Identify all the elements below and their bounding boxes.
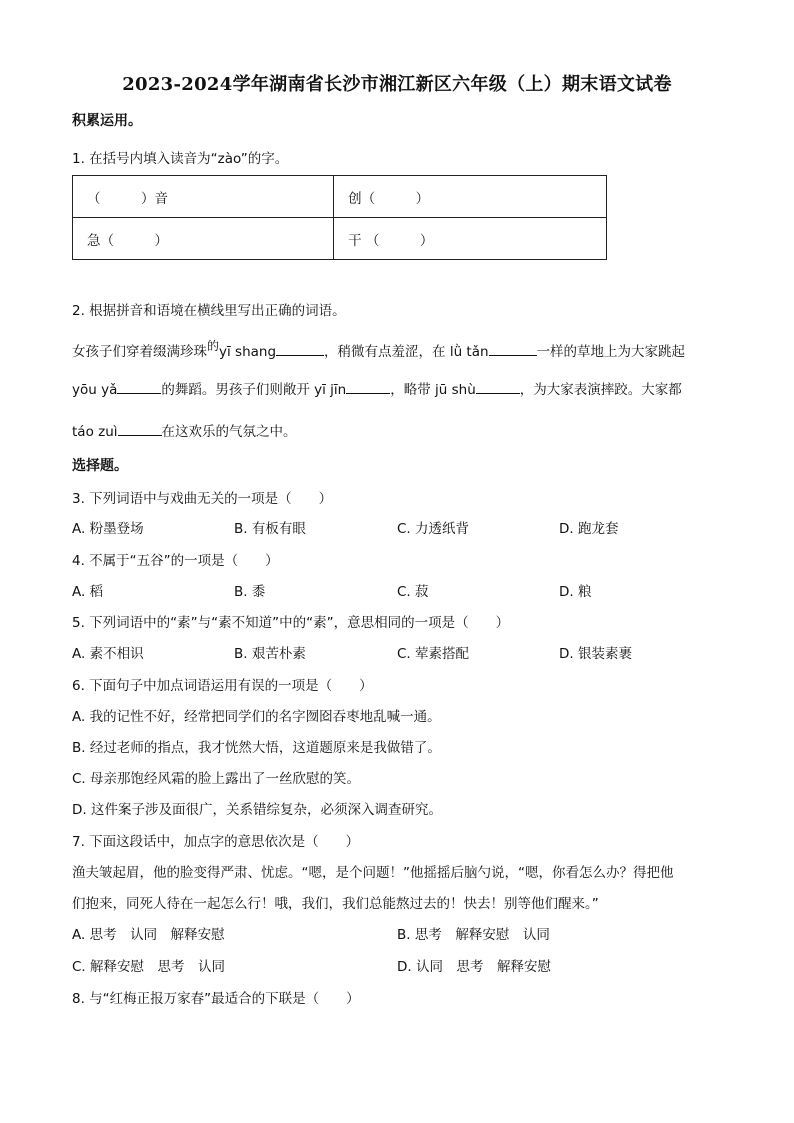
option-a[interactable]: A. 思考 认同 解释安慰 bbox=[72, 927, 225, 943]
option-d[interactable]: D. 跑龙套 bbox=[559, 521, 619, 537]
question-3-options bbox=[72, 517, 732, 537]
option-d[interactable]: D. 银装素裹 bbox=[559, 646, 632, 662]
question-5-options bbox=[72, 642, 732, 662]
option-c[interactable]: C. 荤素搭配 bbox=[397, 646, 470, 662]
question-2-line-1 bbox=[72, 337, 685, 360]
question-7-passage: 们抱来，同死人待在一起怎么行！哦，我们，我们总能熬过去的！快去！别等他们醒来。” bbox=[72, 896, 599, 912]
section-heading-choice: 选择题。 bbox=[72, 458, 128, 474]
option-a[interactable]: A. 粉墨登场 bbox=[72, 521, 144, 537]
option-c[interactable]: C. 母亲那饱经风霜的脸上露出了一丝欣慰的笑。 bbox=[72, 771, 361, 787]
option-a[interactable]: A. 稻 bbox=[72, 584, 104, 600]
option-d[interactable]: D. 这件案子涉及面很广，关系错综复杂，必须深入调查研究。 bbox=[72, 802, 442, 818]
question-3-stem: 3. 下列词语中与戏曲无关的一项是（ ） bbox=[72, 491, 333, 507]
pinyin: táo zuì bbox=[72, 424, 118, 440]
option-d[interactable]: D. 粮 bbox=[559, 584, 592, 600]
option-b[interactable]: B. 黍 bbox=[234, 584, 266, 600]
question-7-options bbox=[72, 923, 732, 943]
option-b[interactable]: B. 思考 解释安慰 认同 bbox=[397, 927, 550, 943]
passage-text: 一样的草地上为大家跳起 bbox=[536, 344, 686, 360]
table-cell[interactable]: 急（ ） bbox=[73, 218, 334, 260]
answer-blank[interactable] bbox=[117, 379, 161, 394]
question-4-options bbox=[72, 580, 732, 600]
option-b[interactable]: B. 经过老师的指点，我才恍然大悟，这道题原来是我做错了。 bbox=[72, 740, 441, 756]
table-cell[interactable]: （ ）音 bbox=[73, 176, 334, 218]
page-title: 2023-2024学年湖南省长沙市湘江新区六年级（上）期末语文试卷 bbox=[122, 74, 672, 95]
answer-blank[interactable] bbox=[476, 379, 520, 394]
passage-text: ，稍微有点羞涩，在 lǜ tǎn bbox=[324, 344, 489, 360]
table-cell[interactable]: 创（ ） bbox=[334, 176, 607, 218]
passage-text: 女孩子们穿着缀满珍珠 bbox=[72, 344, 207, 360]
question-1-table bbox=[72, 175, 607, 260]
passage-text: ，为大家表演摔跤。大家都 bbox=[519, 382, 682, 398]
option-d[interactable]: D. 认同 思考 解释安慰 bbox=[397, 959, 551, 975]
passage-text: 的舞蹈。男孩子们则敞开 yī jīn bbox=[161, 382, 347, 398]
question-2-stem: 2. 根据拼音和语境在横线里写出正确的词语。 bbox=[72, 303, 346, 319]
table-cell[interactable]: 干 （ ） bbox=[334, 218, 607, 260]
question-5-stem: 5. 下列词语中的“素”与“素不知道”中的“素”，意思相同的一项是（ ） bbox=[72, 615, 510, 631]
pinyin: yōu yǎ bbox=[72, 382, 118, 398]
answer-blank[interactable] bbox=[276, 341, 324, 356]
option-c[interactable]: C. 解释安慰 思考 认同 bbox=[72, 959, 226, 975]
answer-blank[interactable] bbox=[118, 421, 162, 436]
passage-text: ，略带 jū shù bbox=[390, 382, 476, 398]
question-8-stem: 8. 与“红梅正报万家春”最适合的下联是（ ） bbox=[72, 991, 360, 1007]
option-c[interactable]: C. 菽 bbox=[397, 584, 429, 600]
question-4-stem: 4. 不属于“五谷”的一项是（ ） bbox=[72, 553, 279, 569]
option-b[interactable]: B. 有板有眼 bbox=[234, 521, 306, 537]
question-7-stem: 7. 下面这段话中，加点字的意思依次是（ ） bbox=[72, 834, 360, 850]
question-1-stem: 1. 在括号内填入读音为“zào”的字。 bbox=[72, 151, 289, 167]
pinyin: yī shang bbox=[219, 344, 277, 360]
answer-blank[interactable] bbox=[346, 379, 390, 394]
question-2-line-3 bbox=[72, 420, 297, 440]
option-a[interactable]: A. 我的记性不好，经常把同学们的名字囫囵吞枣地乱喊一通。 bbox=[72, 709, 441, 725]
answer-blank[interactable] bbox=[489, 341, 537, 356]
passage-text: 的 bbox=[207, 339, 220, 353]
passage-text: 在这欢乐的气氛之中。 bbox=[161, 424, 297, 440]
section-heading-accumulation: 积累运用。 bbox=[72, 113, 142, 129]
question-7-options bbox=[72, 955, 732, 975]
option-c[interactable]: C. 力透纸背 bbox=[397, 521, 470, 537]
question-2-line-2 bbox=[72, 378, 682, 398]
question-7-passage: 渔夫皱起眉，他的脸变得严肃、忧虑。“嗯，是个问题！”他摇摇后脑勺说，“嗯，你看怎么办？得把他 bbox=[72, 865, 674, 881]
question-6-stem: 6. 下面句子中加点词语运用有误的一项是（ ） bbox=[72, 678, 373, 694]
option-a[interactable]: A. 素不相识 bbox=[72, 646, 144, 662]
option-b[interactable]: B. 艰苦朴素 bbox=[234, 646, 306, 662]
